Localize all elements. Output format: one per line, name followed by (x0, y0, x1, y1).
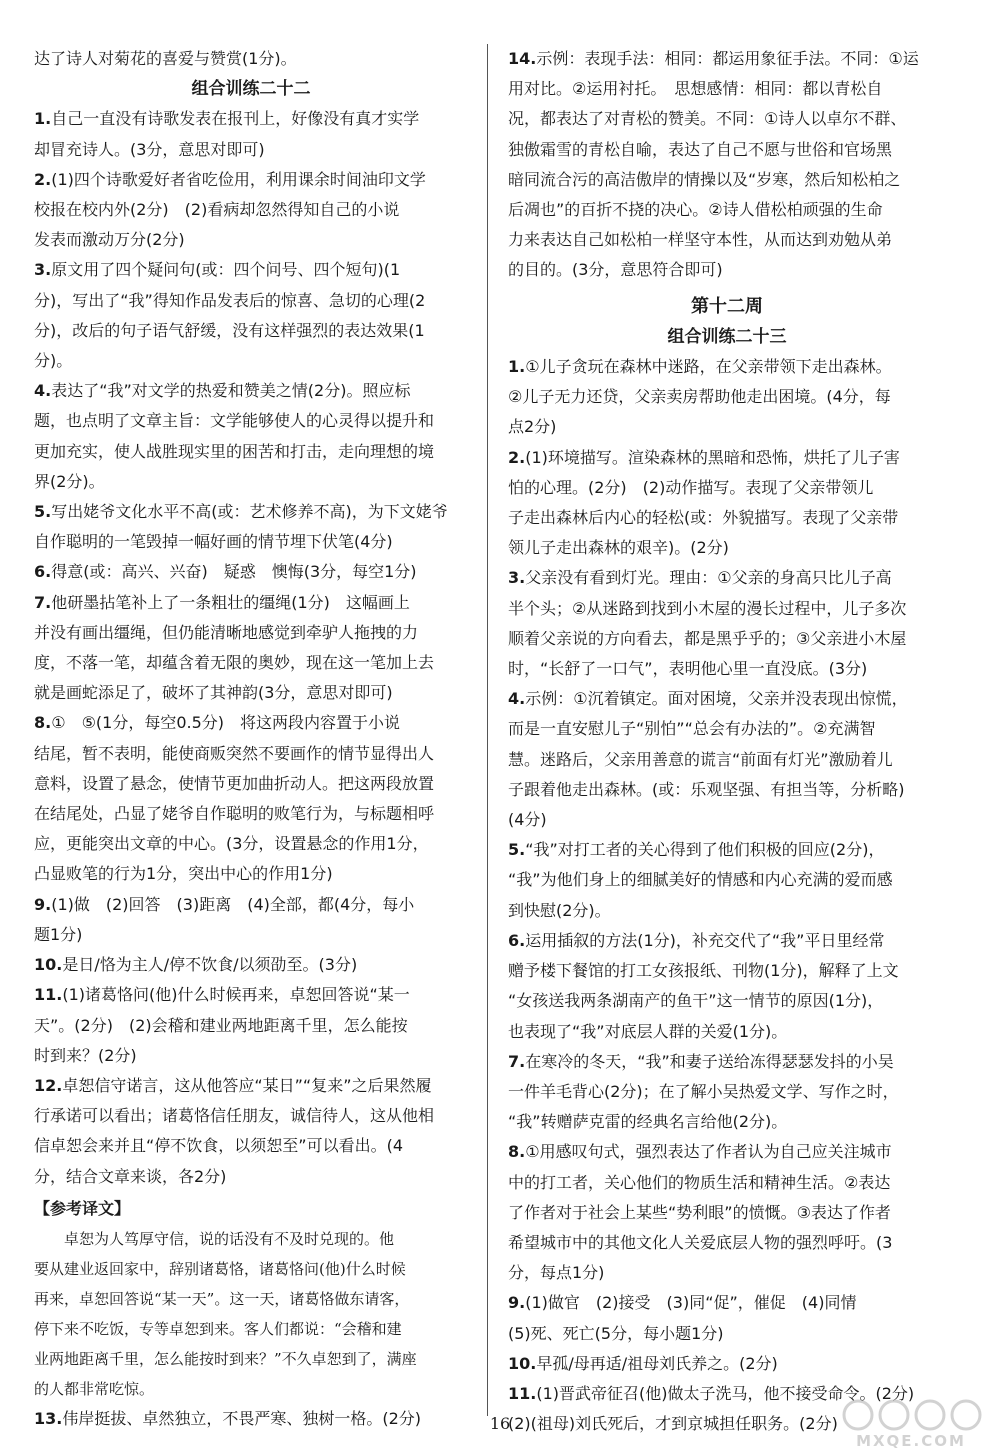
answer-text: 表达了“我”对文学的热爱和赞美之情(2分)。照应标 (51, 381, 411, 401)
answer-line: 分)，写出了“我”得知作品发表后的惊喜、急切的心理(2 (34, 290, 426, 310)
translation-line: 要从建业返回家中，辞别诸葛恪，诸葛恪问(他)什么时候 (34, 1259, 406, 1278)
answer-line: 分)。 (34, 351, 73, 371)
translation-line: 卓恕为人笃厚守信，说的话没有不及时兑现的。他 (64, 1229, 395, 1248)
question-number: 11. (34, 985, 63, 1005)
answer-line (508, 1137, 946, 1167)
answer-text: 写出姥爷文化水平不高(或：艺术修养不高)，为下文姥爷 (51, 502, 448, 522)
section-heading: 组合训练二十三 (667, 326, 787, 347)
watermark-emblem-icon (836, 1398, 986, 1432)
answer-text: 示例：表现手法：相同：都运用象征手法。不同：①运 (536, 49, 919, 68)
answer-text: (1)四个诗歌爱好者省吃俭用，利用课余时间油印文学 (51, 169, 426, 189)
answer-text: 他研墨拈笔补上了一条粗壮的缰绳(1分) 这幅画上 (51, 592, 410, 612)
answer-line: 题1分) (34, 924, 83, 944)
answer-text: 卓恕信守诺言，这从他答应“某日”“复来”之后果然履 (62, 1075, 432, 1095)
answer-line: 用对比。②运用衬托。 思想感情：相同：都以青松自 (508, 79, 883, 99)
answer-line: 慧。迷路后，父亲用善意的谎言“前面有灯光”激励着儿 (508, 749, 893, 769)
answer-line: 到快慰(2分)。 (508, 900, 611, 920)
answer-line: 点2分) (508, 417, 557, 437)
answer-line: 领儿子走出森林的艰辛)。(2分) (508, 538, 729, 558)
answer-text: 得意(或：高兴、兴奋) 疑惑 懊悔(3分，每空1分) (51, 562, 417, 582)
answer-line: 度，不落一笔，却蕴含着无限的奥妙，现在这一笔加上去 (34, 653, 435, 673)
answer-line: 而是一直安慰儿子“别怕”“总会有办法的”。②充满智 (508, 719, 876, 739)
translation-line: 的人都非常吃惊。 (34, 1379, 155, 1398)
answer-line (508, 835, 946, 865)
answer-line: ②儿子无力还贷，父亲卖房帮助他走出困境。(4分，每 (508, 387, 891, 407)
reference-translation-title: 【参考译文】 (34, 1198, 131, 1218)
question-number: 9. (34, 894, 52, 914)
answer-line: 赠予楼下餐馆的打工女孩报纸、刊物(1分)，解释了上文 (508, 961, 899, 981)
answer-line: 时，“长舒了一口气”，表明他心里一直没底。(3分) (508, 659, 868, 679)
answer-line: 信卓恕会来并且“停不饮食，以须恕至”可以看出。(4 (34, 1136, 404, 1156)
answer-line (34, 950, 468, 980)
answer-line: 中的打工者，关心他们的物质生活和精神生活。②表达 (508, 1172, 891, 1192)
answer-line: “女孩送我两条湖南产的鱼干”这一情节的原因(1分)， (508, 991, 884, 1011)
section-heading: 第十二周 (691, 295, 763, 317)
question-number: 4. (34, 381, 52, 401)
answer-line: 一件羊毛背心(2分)；在了解小吴热爱文学、写作之时， (508, 1081, 899, 1101)
answer-line (34, 708, 468, 738)
answer-line: 力来表达自己如松柏一样坚守本性，从而达到劝勉从弟 (508, 230, 893, 250)
left-column (34, 44, 468, 1434)
question-number: 1. (34, 109, 52, 129)
answer-line (508, 563, 946, 593)
answer-text: ①儿子贪玩在森林中迷路，在父亲带领下走出森林。 (525, 357, 892, 377)
answer-line: 并没有画出缰绳，但仍能清晰地感觉到牵驴人拖拽的力 (34, 622, 419, 642)
answer-text: 自己一直没有诗歌发表在报刊上，好像没有真才实学 (51, 109, 420, 129)
answer-line (508, 1047, 946, 1077)
question-number: 8. (34, 713, 52, 733)
answer-line: 校报在校内外(2分) (2)看病却忽然得知自己的小说 (34, 200, 400, 220)
watermark-logo (836, 1398, 986, 1452)
question-number: 6. (34, 562, 52, 582)
answer-line: 暗同流合污的高洁傲岸的情操以及“岁寒，然后知松柏之 (508, 169, 901, 189)
answer-line: 时到来？(2分) (34, 1045, 137, 1065)
answer-line (34, 1071, 468, 1101)
answer-line: 天”。(2分) (2)会稽和建业两地距离千里，怎么能按 (34, 1015, 408, 1035)
translation-line: 业两地距离千里，怎么能按时到来？”不久卓恕到了，满座 (34, 1349, 417, 1368)
question-number: 12. (34, 1075, 63, 1095)
translation-line: 停下来不吃饭，专等卓恕到来。客人们都说：“会稽和建 (34, 1319, 402, 1338)
answer-line: 题，也点明了文章主旨：文学能够使人的心灵得以提升和 (34, 411, 435, 431)
answer-line: 独傲霜雪的青松自喻，表达了自己不愿与世俗和官场黑 (508, 139, 893, 159)
answer-line: (4分) (508, 810, 547, 830)
answer-text: ①用感叹句式，强烈表达了作者认为自己应关注城市 (525, 1142, 892, 1162)
answer-line: 半个头；②从迷路到找到小木屋的漫长过程中，儿子多次 (508, 598, 907, 618)
question-number: 3. (34, 260, 52, 280)
answer-line: 发表而激动万分(2分) (34, 230, 185, 250)
right-column (508, 44, 946, 1439)
question-number: 14. (508, 49, 537, 68)
answer-text: 父亲没有看到灯光。理由：①父亲的身高只比儿子高 (525, 568, 892, 588)
question-number: 3. (508, 568, 526, 588)
question-number: 8. (508, 1142, 526, 1162)
answer-line: (5)死、死亡(5分，每小题1分) (508, 1323, 724, 1343)
question-number: 2. (508, 447, 526, 467)
answer-line: 凸显败笔的行为1分，突出中心的作用1分) (34, 864, 333, 884)
answer-text: (1)做官 (2)接受 (3)同“促”，催促 (4)同情 (525, 1293, 857, 1313)
answer-line: 应，更能突出文章的中心。(3分，设置悬念的作用1分， (34, 834, 429, 854)
answer-line (34, 376, 468, 406)
answer-line: 更加充实，使人战胜现实里的困苦和打击，走向理想的境 (34, 441, 435, 461)
question-number: 10. (34, 955, 63, 975)
answer-line: “我”转赠萨克雷的经典名言给他(2分)。 (508, 1112, 788, 1132)
question-number: 7. (508, 1051, 526, 1071)
question-number: 13. (34, 1408, 63, 1428)
answer-line (508, 684, 946, 714)
answer-line: 界(2分)。 (34, 471, 105, 491)
answer-line: 自作聪明的一笔毁掉一幅好画的情节埋下伏笔(4分) (34, 532, 393, 552)
question-number: 11. (508, 1383, 537, 1403)
answer-line: 就是画蛇添足了，破坏了其神韵(3分，意思对即可) (34, 683, 393, 703)
answer-line: “我”为他们身上的细腻美好的情感和内心充满的爱而感 (508, 870, 893, 890)
answer-text: 示例：①沉着镇定。面对困境，父亲并没表现出惊慌， (525, 689, 908, 709)
answer-line (508, 443, 946, 473)
answer-text: (1)做 (2)回答 (3)距离 (4)全部，都(4分，每小 (51, 894, 415, 914)
question-number: 9. (508, 1293, 526, 1313)
answer-line: 行承诺可以看出；诸葛恪信任朋友，诚信待人，这从他相 (34, 1106, 435, 1126)
answer-line: 了作者对于社会上某些“势利眼”的愤慨。③表达了作者 (508, 1202, 891, 1222)
answer-text: 原文用了四个疑问句(或：四个问号、四个短句)(1 (51, 260, 401, 280)
answer-line (34, 104, 468, 134)
answer-line: 希望城市中的其他文化人关爱底层人物的强烈呼吁。(3 (508, 1232, 893, 1252)
answer-line: 结尾，暂不表明，能使商贩突然不要画作的情节显得出人 (34, 743, 435, 763)
answer-text: “我”对打工者的关心得到了他们积极的回应(2分)， (525, 840, 885, 860)
page-number: 16 (489, 1414, 511, 1433)
answer-line (34, 890, 468, 920)
answer-text: 是日/恪为主人/停不饮食/以须劭至。(3分) (62, 955, 358, 975)
question-number: 1. (508, 357, 526, 377)
answer-line (34, 255, 468, 285)
question-number: 6. (508, 930, 526, 950)
answer-line: 也表现了“我”对底层人群的关爱(1分)。 (508, 1021, 788, 1041)
answer-text: 早孤/母再适/祖母刘氏养之。(2分) (536, 1353, 778, 1373)
answer-line: 分，每点1分) (508, 1263, 605, 1283)
answer-line (508, 1349, 946, 1379)
answer-line: 分，结合文章来谈，各2分) (34, 1166, 227, 1186)
section-heading: 组合训练二十二 (191, 79, 311, 100)
answer-line (508, 926, 946, 956)
answer-text: ① ⑤(1分，每空0.5分) 将这两段内容置于小说 (51, 713, 401, 733)
answer-line: 顺着父亲说的方向看去，都是黑乎乎的；③父亲进小木屋 (508, 628, 907, 648)
answer-line (508, 1288, 946, 1318)
question-number: 2. (34, 169, 52, 189)
answer-line (34, 165, 468, 195)
answer-text: (1)环境描写。渲染森林的黑暗和恐怖，烘托了儿子害 (525, 447, 900, 467)
answer-line: 达了诗人对菊花的喜爱与赞赏(1分)。 (34, 49, 297, 68)
answer-line (508, 44, 946, 74)
answer-line (34, 557, 468, 587)
answer-text: 运用插叙的方法(1分)，补充交代了“我”平日里经常 (525, 930, 885, 950)
answer-line: 意料，设置了悬念，使情节更加曲折动人。把这两段放置 (34, 773, 435, 793)
answer-line: (2)(祖母)刘氏死后，才到京城担任职务。(2分) (508, 1414, 838, 1434)
translation-line: 再来，卓恕回答说“某一天”。这一天，诸葛恪做东请客， (34, 1289, 410, 1308)
answer-line (508, 352, 946, 382)
answer-text: (1)晋武帝征召(他)做太子洗马，他不接受命令。(2分) (536, 1383, 915, 1403)
answer-line: 子走出森林后内心的轻松(或：外貌描写。表现了父亲带 (508, 508, 899, 528)
column-divider (487, 44, 488, 1416)
answer-line: 在结尾处，凸显了姥爷自作聪明的败笔行为，与标题相呼 (34, 804, 435, 824)
question-number: 5. (34, 502, 52, 522)
answer-line (34, 980, 468, 1010)
watermark-text: MXQE.COM (856, 1432, 966, 1450)
question-number: 10. (508, 1353, 537, 1373)
answer-line (34, 588, 468, 618)
answer-text: (1)诸葛恪问(他)什么时候再来，卓恕回答说“某一 (62, 985, 410, 1005)
question-number: 4. (508, 689, 526, 709)
answer-line: 况，都表达了对青松的赞美。不同：①诗人以卓尔不群、 (508, 109, 907, 129)
question-number: 7. (34, 592, 52, 612)
answer-line (34, 497, 468, 527)
answer-text: 在寒冷的冬天，“我”和妻子送给冻得瑟瑟发抖的小吴 (525, 1051, 894, 1071)
question-number: 5. (508, 840, 526, 860)
answer-line: 却冒充诗人。(3分，意思对即可) (34, 139, 265, 159)
answer-line: 子跟着他走出森林。(或：乐观坚强、有担当等，分析略) (508, 779, 905, 799)
answer-text: 伟岸挺拔、卓然独立，不畏严寒、独树一格。(2分) (62, 1408, 422, 1428)
answer-line: 后凋也”的百折不挠的决心。②诗人借松柏顽强的生命 (508, 200, 883, 220)
answer-line: 分)，改后的句子语气舒缓，没有这样强烈的表达效果(1 (34, 320, 425, 340)
answer-line: 的目的。(3分，意思符合即可) (508, 260, 723, 280)
answer-line: 怕的心理。(2分) (2)动作描写。表现了父亲带领儿 (508, 477, 874, 497)
